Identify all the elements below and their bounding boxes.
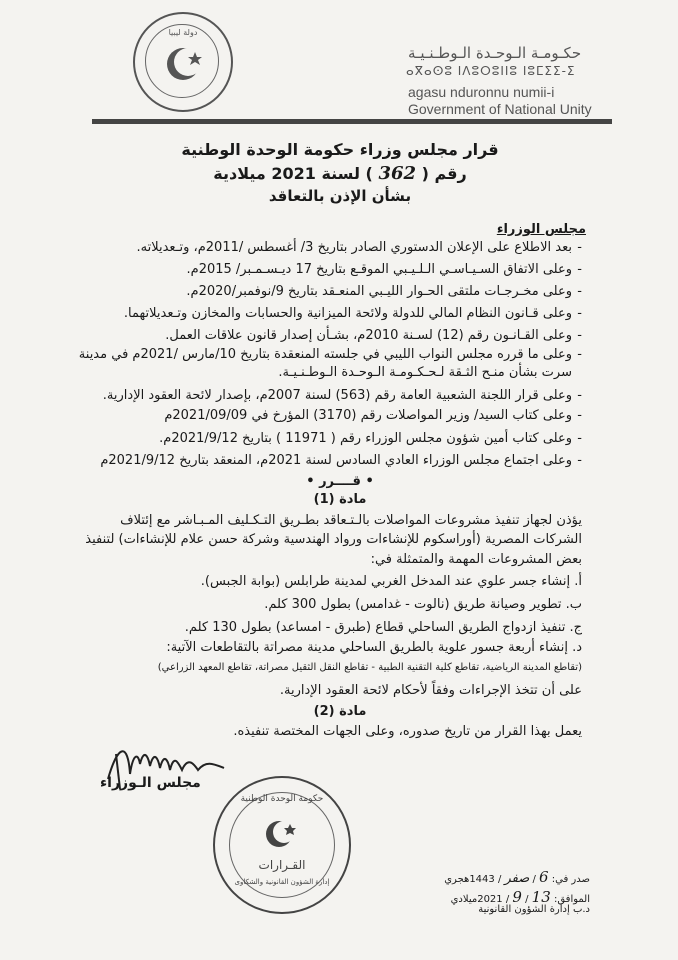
preamble-line: -وعلى قـانون النظام المالي للدولة ولائحة الميزانية والحسابات والمخازن وتـعديلاتهما. xyxy=(123,306,582,321)
stamp-outer-text: حكومة الوحدة الوطنية xyxy=(240,794,324,804)
crescent-star-icon xyxy=(215,778,349,912)
gregorian-year: 2021ميلادي xyxy=(450,894,503,905)
gregorian-month: 9 xyxy=(512,888,522,906)
signer-title: مجلس الـوزراء xyxy=(100,775,201,791)
gregorian-date: الموافق: 13 / 9 / 2021ميلادي xyxy=(450,888,590,906)
stamp-center-text: القـرارات xyxy=(258,858,306,872)
government-name-english: Government of National Unity xyxy=(408,101,592,117)
article-1-title: مادة (1) xyxy=(313,492,367,507)
seal-label: دولة ليبيا xyxy=(168,28,198,37)
preamble-line: -بعد الاطلاع على الإعلان الدستوري الصادر بتاريخ 3/ أغسطس /2011م، وتـعديلاته. xyxy=(136,240,582,255)
project-item: د. إنشاء أربعة جسور علوية بالطريق الساحلي مدينة مصراتة بالتقاطعات الآتية: xyxy=(166,640,582,655)
gregorian-day: 13 xyxy=(531,888,551,906)
project-item: (تقاطع المدينة الرياضية، تقاطع كلية التقنية الطبية - تقاطع النقل الثقيل مصراتة، تقاطع المعهد الزراعي) xyxy=(157,662,582,673)
preamble-line: -وعلى مخـرجـات ملتقى الحـوار الليـبي المنعـقد بتاريخ 9/نوفمبر/2020م. xyxy=(186,284,582,299)
decree-number-prefix: رقم ( xyxy=(421,164,467,183)
department-name: إدارة الشؤون القانونية xyxy=(478,904,570,915)
government-name-tifinagh: ⴰⴳⴰⵙⵓ ⵏⴷⵓⵔⵓⵏⵏⵓ ⵏⵓⵎⵉⵉ-ⵉ xyxy=(406,64,576,78)
decided-heading: • قــــرر • xyxy=(306,474,374,489)
issued-month: صفر xyxy=(504,871,530,886)
article-1-text: يؤذن لجهاز تنفيذ مشروعات المواصلات بالـتـعاقد بطـريق التـكـليف المـبـاشر مع إئتلاف xyxy=(120,513,582,528)
project-item: ج. تنفيذ ازدواج الطريق الساحلي قطاع (طبرق - امساعد) بطول 130 كلم. xyxy=(184,620,582,635)
decree-number xyxy=(60,163,620,184)
government-name-amazigh-latin: agasu nduronnu numii-i xyxy=(408,84,555,100)
stamp-bottom-text: إدارة الشؤون القانونية والشكاوى xyxy=(234,878,330,886)
issued-year: 1443هجري xyxy=(444,874,495,885)
preamble-line: -وعلى كتاب أمين شؤون مجلس الوزراء رقم ( 11971 ) بتاريخ 2021/9/12م. xyxy=(159,431,582,446)
issued-day: 6 xyxy=(539,868,549,886)
council-heading: مجلس الوزراء xyxy=(496,222,586,237)
article-1-text: الشركات المصرية (أوراسكوم للإنشاءات ورواد الهندسية وشركة حسن علام للإنشاءات) لتنفيذ xyxy=(85,532,582,547)
decree-title: قرار مجلس وزراء حكومة الوحدة الوطنية xyxy=(181,140,499,159)
article-1-text: بعض المشروعات المهمة والمتمثلة في: xyxy=(370,552,582,567)
preamble-line: -وعلى الاتفاق السـيـاسـي الـلـيـبي الموقـع بتاريخ 17 ديـسـمـبر/ 2015م. xyxy=(186,262,582,277)
preamble-line: -وعلى القـانـون رقم (12) لسـنة 2010م، بشـأن إصدار قانون علاقات العمل. xyxy=(165,328,582,343)
project-item: ب. تطوير وصيانة طريق (نالوت - غدامس) بطول 300 كلم. xyxy=(264,597,582,612)
project-item: أ. إنشاء جسر علوي عند المدخل الغربي لمدينة طرابلس (بوابة الجبس). xyxy=(200,574,582,589)
article-1-closing: على أن تتخذ الإجراءات وفقاً لأحكام لائحة العقود الإدارية. xyxy=(279,683,582,698)
article-2-text: يعمل بهذا القرار من تاريخ صدوره، وعلى الجهات المختصة تنفيذه. xyxy=(233,724,582,739)
government-name-arabic: حكـومـة الـوحـدة الـوطـنـيـة xyxy=(408,44,582,62)
article-2-title: مادة (2) xyxy=(313,704,367,719)
official-stamp xyxy=(213,776,351,914)
preamble-line: -وعلى كتاب السيد/ وزير المواصلات رقم (3170) المؤرخ في 2021/09/09م xyxy=(164,408,582,423)
legal-department xyxy=(478,904,590,915)
preamble-line: -وعلى ما قرره مجلس النواب الليبي في جلسته المنعقدة بتاريخ 10/مارس /2021م في مدينة xyxy=(78,347,582,362)
preamble-line: -وعلى قرار اللجنة الشعبية العامة رقم (563) لسنة 2007م، بإصدار لائحة العقود الإدارية. xyxy=(102,388,582,403)
preamble-line: سرت بشأن منـح الثـقة لـحـكـومـة الـوحـدة الـوطـنـيـة. xyxy=(278,365,572,380)
state-seal xyxy=(133,12,233,112)
preamble-line: -وعلى اجتماع مجلس الوزراء العادي السادس لسنة 2021م، المنعقد بتاريخ 2021/9/12م xyxy=(100,453,582,468)
issued-label: صدر في: xyxy=(551,874,590,885)
header-divider xyxy=(92,119,612,124)
decree-number-suffix: ) لسنة 2021 ميلادية xyxy=(213,164,373,183)
decree-subject: بشأن الإذن بالتعاقد xyxy=(268,187,412,205)
corresponding-label: الموافق: xyxy=(553,894,590,905)
issued-date: صدر في: 6 / صفر / 1443هجري xyxy=(444,868,590,886)
decree-number-value: 362 xyxy=(378,163,417,184)
ref-code: د.ب xyxy=(572,904,590,915)
